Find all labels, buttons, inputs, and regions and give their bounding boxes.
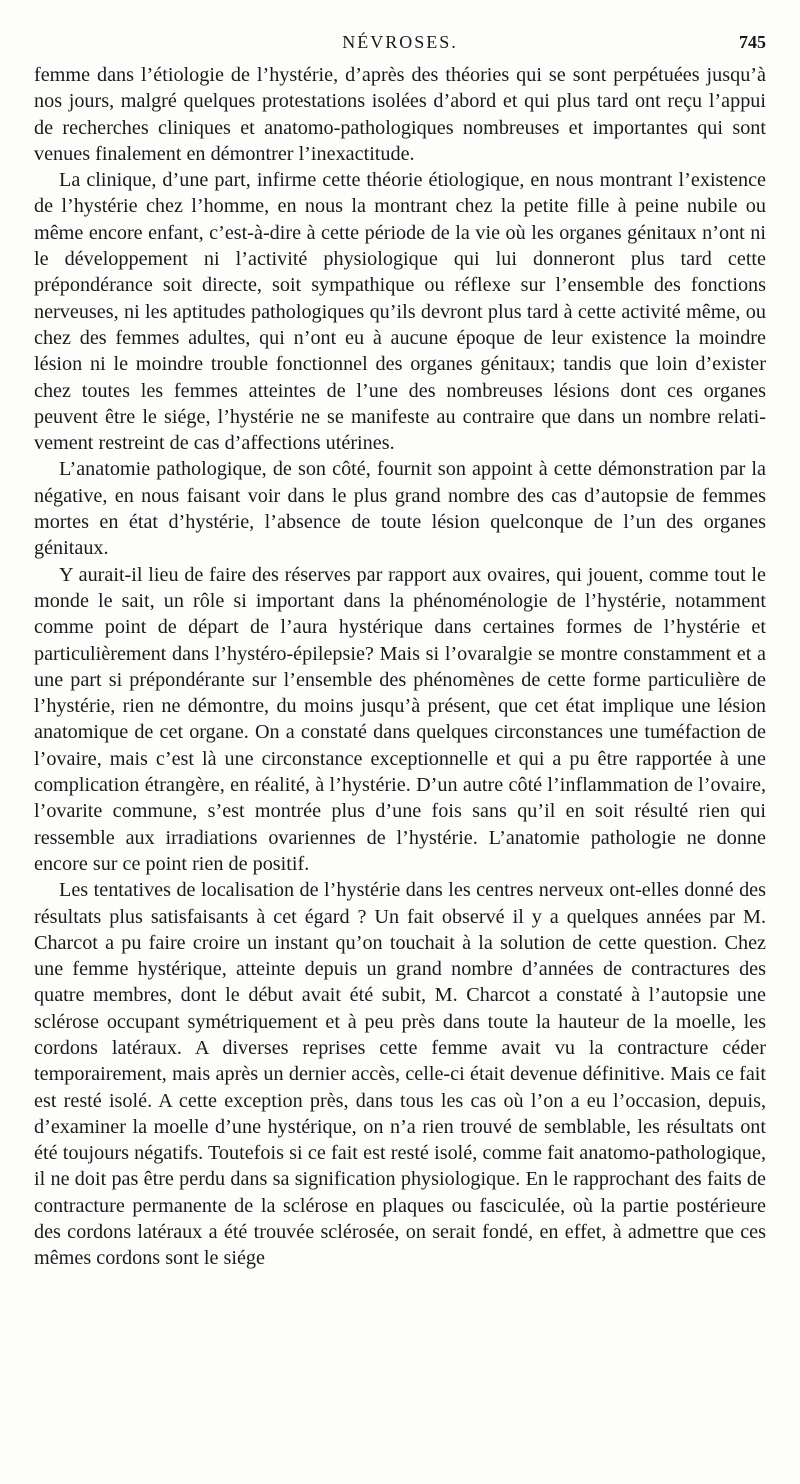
paragraph-clinique: La clinique, d’une part, infirme cette théorie étiologique, en nous montrant l’existence de l’hystérie chez l’homme, en nous la montrant chez la petite fille à peine nubile ou même encore enfant, c’est-à-dire à cette période de la vie où les organes génitaux n’ont ni le développement ni l’activité physiologique qui lui donneront plus tard cette prépondérance soit directe, soit sympathique ou réflexe sur l’ensemble des fonctions nerveuses, ni les aptitudes pathologiques qu’ils devront plus tard à cette activité même, ou chez des femmes adultes, qui n’ont eu à aucune époque de leur existence la moindre lésion ni le moindre trouble fonctionnel des organes génitaux; tandis que loin d’exister chez toutes les femmes atteintes de l’une des nombreuses lésions dont ces organes peuvent être le siége, l’hystérie ne se manifeste au contraire que dans un nombre relativement restreint de cas d’affections utérines. (34, 169, 766, 455)
running-head (34, 22, 766, 52)
page-title: NÉVROSES. (342, 32, 458, 52)
paragraph-ovaires: Y aurait-il lieu de faire des réserves par rapport aux ovaires, qui jouent, comme tout le monde le sait, un rôle si important dans la phénoménologie de l’hystérie, notamment comme point de départ de l’aura hystérique dans certaines formes de l’hystérie et particulièrement dans l’hystéro-épilepsie? Mais si l’ovaralgie se montre constamment et a une part si prépondérante sur l’ensemble des phénomènes de cette forme particulière de l’hystérie, rien ne démontre, du moins jusqu’à présent, que cet état implique une lésion anatomique de cet organe. On a constaté dans quelques circonstances une tuméfaction de l’ovaire, mais c’est là une circonstance exceptionnelle et qui a pu être rapportée à une complication étrangère, en réalité, à l’hystérie. D’un autre côté l’inflammation de l’ovaire, l’ovarite commune, s’est montrée plus d’une fois sans qu’il en soit résulté rien qui ressemble aux irradiations ovariennes de l’hystérie. L’anatomie pathologie ne donne encore sur ce point rien de positif. (34, 563, 766, 875)
body-text (34, 62, 766, 1272)
paragraph-localisation: Les tentatives de localisation de l’hystérie dans les centres nerveux ont-elles donné des résultats plus satisfaisants à cet égard ? Un fait observé il y a quelques années par M. Charcot a pu faire croire un instant qu’on touchait à la solution de cette question. Chez une femme hystérique, atteinte depuis un grand nombre d’années de contractures des quatre membres, dont le début avait été subit, M. Charcot a constaté à l’autopsie une sclérose occupant symétriquement et à peu près dans toute la hauteur de la moelle, les cordons latéraux. A diverses reprises cette femme avait vu la contracture céder temporairement, mais après un dernier accès, celle-ci était devenue définitive. Mais ce fait est resté isolé. A cette exception près, dans tous les cas où l’on a eu l’occasion, depuis, d’examiner la moelle d’une hystérique, on n’a rien trouvé de semblable, les résultats ont été toujours négatifs. Toutefois si ce fait est resté isolé, comme fait anatomo-pathologique, il ne doit pas être perdu dans sa signification physiologique. En le rapprochant des faits de contracture permanente de la sclérose en plaques ou fasciculée, où la partie postérieure des cordons latéraux a été trouvée sclérosée, on serait fondé, en effet, à admettre que ces mêmes cordons sont le siége (34, 879, 766, 1270)
paragraph-continued: femme dans l’étiologie de l’hystérie, d’après des théories qui se sont perpétuées jusqu’à nos jours, malgré quelques protestations isolées d’abord et qui plus tard ont reçu l’appui de recherches cliniques et anatomo-pathologiques nombreuses et importantes qui sont venues finalement en démontrer l’inexactitude. (34, 64, 766, 165)
page-number: 745 (739, 32, 766, 52)
paragraph-anatomie: L’anatomie pathologique, de son côté, fournit son appoint à cette démonstration par la négative, en nous faisant voir dans le plus grand nombre des cas d’autopsie de femmes mortes en état d’hystérie, l’absence de toute lésion quelconque de l’un des organes génitaux. (34, 458, 766, 560)
